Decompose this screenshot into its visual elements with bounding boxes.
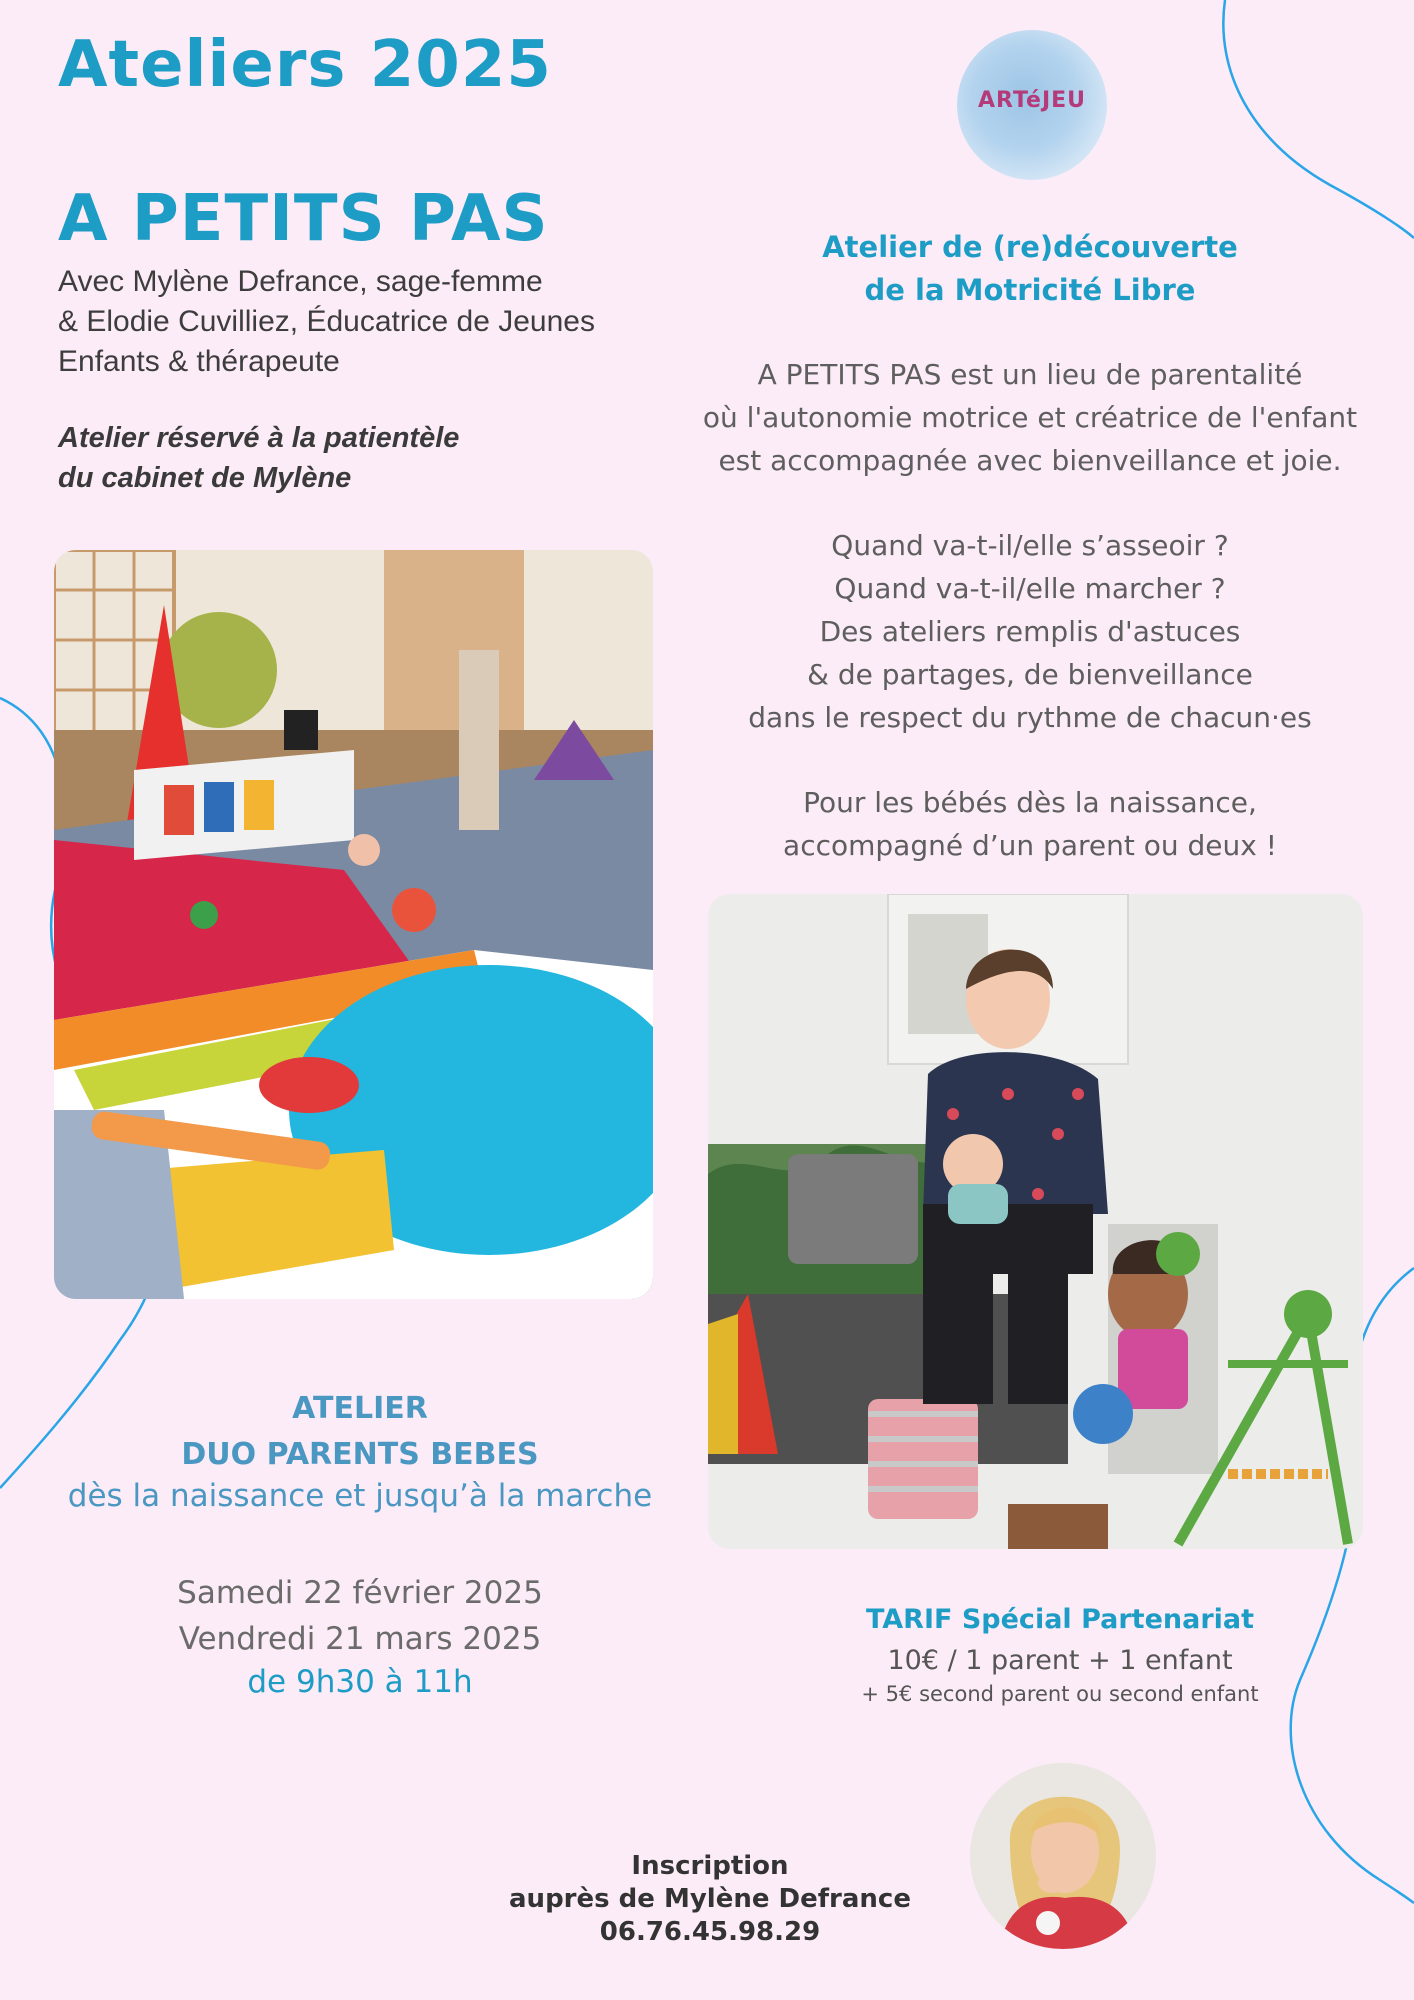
- session-date: Samedi 22 février 2025: [177, 1575, 543, 1611]
- paragraph-line: est accompagnée avec bienveillance et joie.: [718, 444, 1342, 477]
- intro-title-line: de la Motricité Libre: [864, 273, 1196, 307]
- atelier-title: [20, 1386, 700, 1478]
- paragraph-line: Des ateliers remplis d'astuces: [819, 615, 1241, 648]
- atelier-title-line: DUO PARENTS BEBES: [181, 1437, 539, 1472]
- reserved-line: du cabinet de Mylène: [58, 462, 352, 494]
- reserved-note: [58, 418, 618, 498]
- session-dates: [20, 1570, 700, 1662]
- paragraph-line: Pour les bébés dès la naissance,: [803, 786, 1257, 819]
- registration-phone[interactable]: 06.76.45.98.29: [599, 1917, 821, 1947]
- hosts-line: Avec Mylène Defrance, sage-femme: [58, 265, 543, 298]
- intro-paragraph-1: [660, 353, 1400, 482]
- playroom-illustration: [54, 550, 653, 1299]
- facilitator-photo: [708, 894, 1363, 1549]
- logo-text: ARTéJEU: [977, 88, 1087, 113]
- intro-paragraph-3: [660, 781, 1400, 867]
- atelier-age-range: dès la naissance et jusqu’à la marche: [67, 1478, 653, 1514]
- playroom-photo: [54, 550, 653, 1299]
- paragraph-line: où l'autonomie motrice et créatrice de l'enfant: [702, 401, 1358, 434]
- paragraph-line: Quand va-t-il/elle marcher ?: [834, 572, 1226, 605]
- tarif-title: TARIF Spécial Partenariat: [865, 1604, 1255, 1635]
- intro-title: [700, 226, 1360, 312]
- paragraph-line: A PETITS PAS est un lieu de parentalité: [757, 358, 1303, 391]
- page-title: Ateliers 2025: [58, 28, 552, 102]
- reserved-line: Atelier réservé à la patientèle: [58, 422, 460, 454]
- atelier-title-line: ATELIER: [292, 1391, 428, 1426]
- registration-info: [440, 1850, 980, 1949]
- avatar-illustration: [970, 1763, 1156, 1949]
- tarif-extra-price: + 5€ second parent ou second enfant: [861, 1682, 1259, 1706]
- paragraph-line: accompagné d’un parent ou deux !: [783, 829, 1277, 862]
- paragraph-line: dans le respect du rythme de chacun·es: [748, 701, 1312, 734]
- workshop-name: A PETITS PAS: [58, 182, 549, 256]
- hosts-line: & Elodie Cuvilliez, Éducatrice de Jeunes: [58, 305, 595, 338]
- tarif-main-price: 10€ / 1 parent + 1 enfant: [887, 1645, 1233, 1676]
- contact-avatar: [970, 1763, 1156, 1949]
- registration-label: Inscription: [631, 1851, 789, 1881]
- intro-title-line: Atelier de (re)découverte: [822, 230, 1238, 264]
- intro-paragraph-2: [660, 524, 1400, 739]
- session-hours: de 9h30 à 11h: [247, 1664, 473, 1700]
- artejeu-logo: [957, 30, 1107, 180]
- facilitator-illustration: [708, 894, 1363, 1549]
- hosts-description: [58, 262, 658, 382]
- paragraph-line: & de partages, de bienveillance: [807, 658, 1253, 691]
- hosts-line: Enfants & thérapeute: [58, 345, 340, 378]
- registration-contact: auprès de Mylène Defrance: [509, 1884, 911, 1914]
- paragraph-line: Quand va-t-il/elle s’asseoir ?: [831, 529, 1229, 562]
- session-date: Vendredi 21 mars 2025: [178, 1621, 542, 1657]
